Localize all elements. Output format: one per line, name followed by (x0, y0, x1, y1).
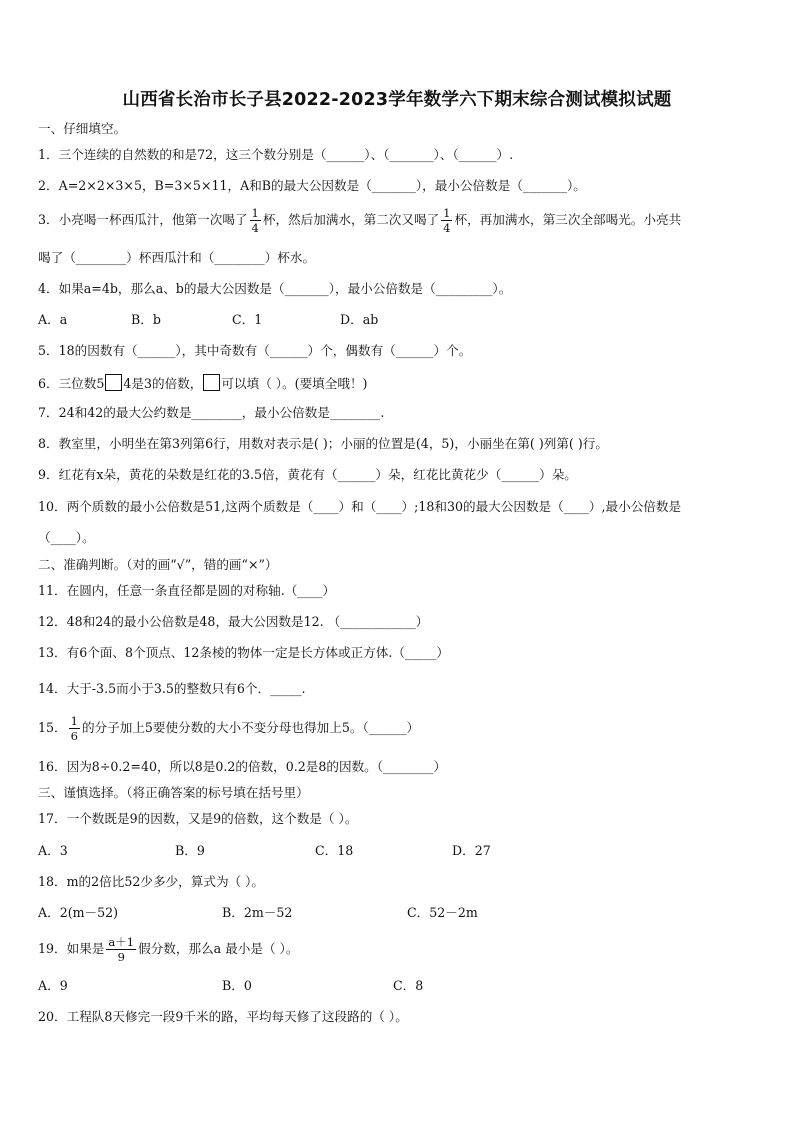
fraction-denominator: 4 (251, 221, 259, 235)
question-15-text: 的分子加上5要使分数的大小不变分母也得加上5。（______） (81, 720, 420, 735)
option-c: C．52－2m (407, 905, 478, 920)
question-19-text-b: 假分数，那么a 最小是（ ）。 (138, 941, 299, 956)
question-15 (38, 714, 419, 743)
question-4-options (38, 312, 758, 328)
blank-square (105, 374, 122, 391)
question-11: 11．在圆内，任意一条直径都是圆的对称轴.（____） (38, 583, 336, 598)
question-3-text-a: 3．小亮喝一杯西瓜汁，他第一次喝了 (38, 212, 248, 227)
option-a: A．2(m－52) (38, 905, 119, 920)
fraction-numerator: 1 (251, 206, 259, 220)
question-19-text-a: 19．如果是 (38, 941, 105, 956)
question-1: 1．三个连续的自然数的和是72，这三个数分别是（______）、（_______）、（______）. (38, 147, 514, 162)
option-c: C．8 (393, 978, 424, 993)
option-a: A．3 (38, 843, 68, 858)
option-a: A．a (38, 312, 68, 327)
option-b: B．2m－52 (222, 905, 293, 920)
fraction-a-plus-1-over-9 (106, 935, 136, 964)
fraction-one-sixth (69, 714, 80, 743)
question-3-line-2: 喝了（________）杯西瓜汁和（________）杯水。 (38, 250, 316, 265)
question-14: 14．大于-3.5而小于3.5的整数只有6个．_____. (38, 681, 306, 696)
option-b: B．b (131, 312, 161, 327)
question-9: 9．红花有x朵，黄花的朵数是红花的3.5倍，黄花有（______）朵，红花比黄花少（______）朵。 (38, 467, 577, 482)
option-d: D．27 (452, 843, 491, 858)
option-c: C．18 (315, 843, 354, 858)
blank-square (203, 374, 220, 391)
question-6-text-c: 可以填（ ）。(要填全哦！) (221, 376, 368, 391)
option-c: C．1 (232, 312, 263, 327)
question-6 (38, 374, 367, 392)
question-3-text-c: 杯，再加满水，第三次全部喝光。小亮共 (454, 212, 682, 227)
option-d: D．ab (340, 312, 379, 327)
question-17: 17．一个数既是9的因数，又是9的倍数，这个数是（ ）。 (38, 811, 358, 826)
question-10-line-1: 10．两个质数的最小公倍数是51,这两个质数是（____）和（____）;18和30的最大公因数是（____）,最小公倍数是 (38, 499, 682, 514)
question-4: 4．如果a=4b，那么a、b的最大公因数是（_______），最小公倍数是（_________）。 (38, 281, 512, 296)
fraction-numerator: a＋1 (108, 935, 135, 949)
question-3-text-b: 杯，然后加满水，第二次又喝了 (262, 212, 440, 227)
question-10-line-2: （____）。 (38, 530, 95, 545)
section-heading-fill-blank: 一、仔细填空。 (38, 121, 127, 136)
fraction-numerator: 1 (70, 714, 78, 728)
question-19 (38, 935, 298, 964)
fraction-denominator: 6 (70, 729, 78, 743)
question-7: 7．24和42的最大公约数是________，最小公倍数是________. (38, 405, 385, 420)
section-heading-true-false: 二、准确判断。（对的画“√”，错的画“×”） (38, 557, 278, 572)
question-8: 8．教室里，小明坐在第3列第6行，用数对表示是( )；小丽的位置是(4，5)，小丽坐在第( )列第( )行。 (38, 436, 608, 451)
section-heading-choice: 三、谨慎选择。（将正确答案的标号填在括号里） (38, 785, 309, 800)
question-3-line-1 (38, 206, 681, 235)
fraction-one-quarter (441, 206, 452, 235)
fraction-one-quarter (250, 206, 261, 235)
fraction-denominator: 4 (443, 221, 451, 235)
question-20: 20．工程队8天修完一段9千米的路，平均每天修了这段路的（ ）。 (38, 1009, 408, 1024)
question-12: 12．48和24的最小公倍数是48，最大公因数是12. （____________） (38, 614, 429, 629)
question-19-options (38, 978, 758, 994)
option-a: A．9 (38, 978, 68, 993)
question-16: 16．因为8÷0.2=40，所以8是0.2的倍数，0.2是8的因数。（________） (38, 759, 447, 774)
question-15-number: 15． (38, 720, 67, 735)
question-18-options (38, 905, 758, 921)
question-6-text-a: 6．三位数5 (38, 376, 105, 391)
question-13: 13．有6个面、8个顶点、12条棱的物体一定是长方体或正方体.（_____） (38, 645, 450, 660)
fraction-numerator: 1 (443, 206, 451, 220)
option-b: B．0 (222, 978, 252, 993)
option-b: B．9 (175, 843, 205, 858)
question-2: 2．A=2×2×3×5，B=3×5×11，A和B的最大公因数是（_______），最小公倍数是（_______）。 (38, 178, 586, 193)
question-18: 18．m的2倍比52少多少，算式为（ ）。 (38, 874, 265, 889)
fraction-denominator: 9 (117, 950, 125, 964)
question-6-text-b: 4是3的倍数， (123, 376, 203, 391)
page-title: 山西省长治市长子县2022-2023学年数学六下期末综合测试模拟试题 (122, 90, 672, 110)
question-17-options (38, 843, 758, 859)
question-5: 5．18的因数有（______），其中奇数有（______）个，偶数有（______）个。 (38, 343, 472, 358)
